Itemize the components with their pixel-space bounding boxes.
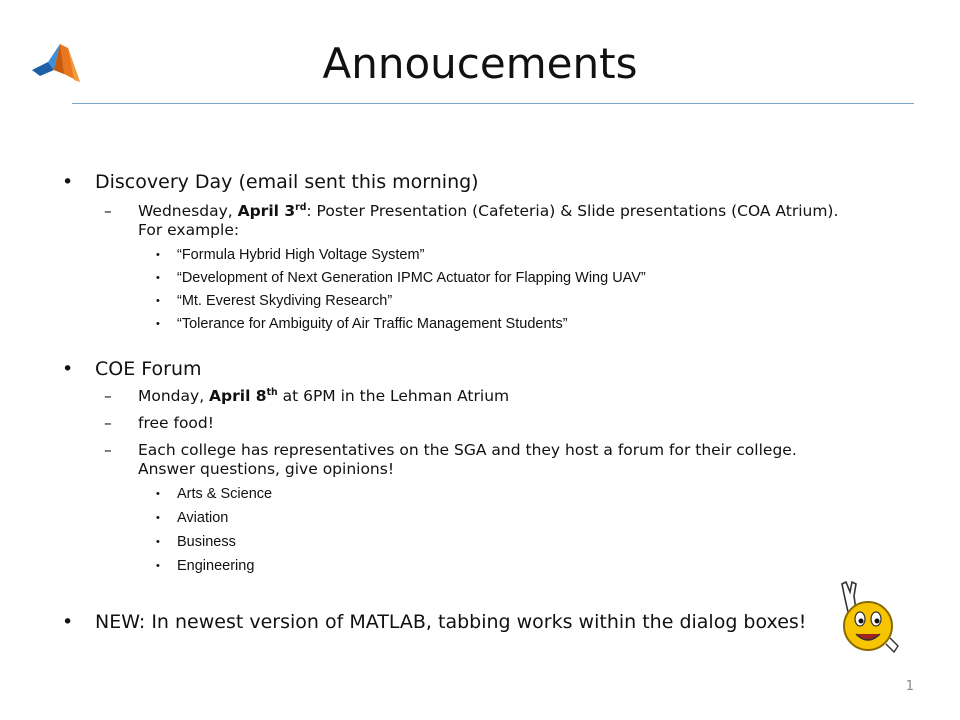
bullet-text: NEW: In newest version of MATLAB, tabbing works within the dialog boxes!	[95, 611, 807, 633]
date-suffix: : Poster Presentation (Cafeteria) & Slide presentations (COA Atrium). For example:	[138, 202, 839, 239]
bullet-marker: •	[62, 358, 74, 380]
example-item	[62, 269, 852, 287]
sub-bullet-sga	[62, 441, 852, 479]
sga-text: Each college has representatives on the SGA and they host a forum for their college. Answer questions, give opinions!	[138, 441, 797, 478]
dash-marker: –	[104, 414, 112, 432]
bullet-marker: •	[156, 488, 160, 500]
sub-bullet-monday	[62, 387, 852, 406]
bullet-discovery-day	[62, 170, 852, 194]
page-number: 1	[905, 679, 914, 694]
slide-content	[62, 170, 852, 634]
bullet-text: COE Forum	[95, 358, 202, 380]
college-text: Engineering	[177, 558, 255, 574]
example-item	[62, 246, 852, 264]
date-prefix: Wednesday,	[138, 202, 238, 220]
title-divider	[72, 103, 914, 104]
college-text: Business	[177, 534, 236, 550]
example-text: “Tolerance for Ambiguity of Air Traffic Management Students”	[177, 316, 568, 332]
college-item	[62, 485, 852, 503]
bullet-marker: •	[156, 249, 160, 261]
date-bold: April 3rd	[237, 201, 307, 220]
sub-bullet-wednesday	[62, 202, 852, 240]
slide-title: Annoucements	[322, 39, 638, 88]
bullet-marker: •	[156, 512, 160, 524]
bullet-coe-forum	[62, 357, 852, 381]
date-prefix: Monday,	[138, 387, 210, 405]
bullet-marker: •	[156, 295, 160, 307]
example-text: “Formula Hybrid High Voltage System”	[177, 247, 425, 263]
dash-marker: –	[104, 387, 112, 405]
bullet-marker: •	[156, 318, 160, 330]
date-suffix: at 6PM in the Lehman Atrium	[277, 387, 510, 405]
college-item	[62, 509, 852, 527]
college-item	[62, 533, 852, 551]
dash-marker: –	[104, 441, 112, 459]
bullet-marker: •	[62, 171, 74, 193]
bullet-marker: •	[156, 272, 160, 284]
bullet-marker: •	[156, 560, 160, 572]
bullet-marker: •	[62, 611, 74, 633]
example-text: “Mt. Everest Skydiving Research”	[177, 293, 393, 309]
food-text: free food!	[138, 414, 214, 432]
smiley-pointing-icon	[832, 576, 904, 662]
dash-marker: –	[104, 202, 112, 220]
example-text: “Development of Next Generation IPMC Actuator for Flapping Wing UAV”	[177, 270, 646, 286]
date-bold: April 8th	[209, 386, 278, 405]
sub-bullet-food	[62, 414, 852, 433]
bullet-marker: •	[156, 536, 160, 548]
bullet-text: Discovery Day (email sent this morning)	[95, 171, 479, 193]
example-item	[62, 315, 852, 333]
example-item	[62, 292, 852, 310]
college-text: Aviation	[177, 510, 229, 526]
college-text: Arts & Science	[177, 486, 273, 502]
college-item	[62, 557, 852, 575]
bullet-matlab-news	[62, 610, 835, 634]
